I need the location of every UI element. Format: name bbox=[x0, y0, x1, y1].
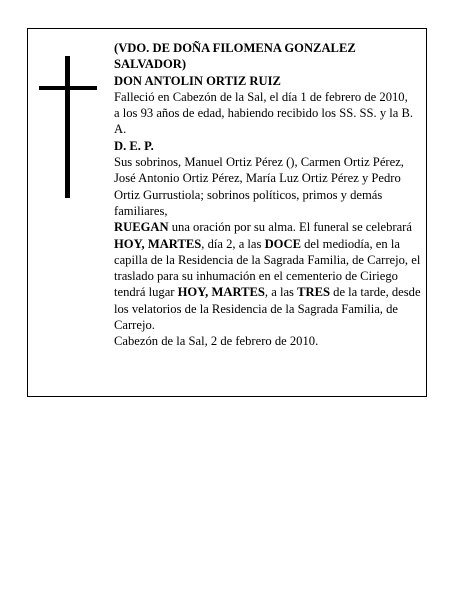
prayer-text: una oración por su alma. El funeral se celebrará bbox=[168, 220, 412, 235]
cross-vertical-bar bbox=[65, 56, 70, 198]
tres-text: TRES bbox=[297, 285, 330, 300]
burial-rest-text: de la tarde, desde los velatorios de la Residencia de la Sagrada Familia, de Carrejo. bbox=[114, 285, 421, 333]
funeral-paragraph bbox=[114, 219, 422, 333]
obituary-notice bbox=[27, 28, 427, 397]
funeral-rest-text: del mediodía, en la capilla de la Residencia de la Sagrada Familia, de Carrejo, el traslado para su inhumación en el cementerio de Ciriego tendrá lugar bbox=[114, 236, 421, 300]
cross-icon bbox=[39, 56, 97, 198]
widow-line: (VDO. DE DOÑA FILOMENA GONZALEZ SALVADOR) bbox=[114, 41, 356, 72]
doce-text: DOCE bbox=[264, 236, 301, 251]
family-paragraph: Sus sobrinos, Manuel Ortiz Pérez (), Carmen Ortiz Pérez, José Antonio Ortiz Pérez, María Luz Ortiz Pérez y Pedro Ortiz Gurrustiola; sobrinos políticos, primos y demás familiares, bbox=[114, 155, 404, 218]
hoy-martes-text: HOY, MARTES bbox=[114, 236, 202, 251]
funeral-mid-text: , día 2, a las bbox=[201, 236, 265, 251]
death-line: Falleció en Cabezón de la Sal, el día 1 de febrero de 2010, bbox=[114, 89, 408, 104]
ruegan-text: RUEGAN bbox=[114, 220, 169, 235]
place-date-line: Cabezón de la Sal, 2 de febrero de 2010. bbox=[114, 334, 319, 349]
deceased-name: DON ANTOLIN ORTIZ RUIZ bbox=[114, 73, 281, 88]
notice-text bbox=[114, 40, 422, 350]
age-line: a los 93 años de edad, habiendo recibido los SS. SS. y la B. A. bbox=[114, 106, 414, 137]
hoy-martes-text-2: HOY, MARTES bbox=[177, 285, 265, 300]
cross-horizontal-bar bbox=[39, 86, 97, 90]
dep-line: D. E. P. bbox=[114, 138, 154, 153]
burial-mid-text: , a las bbox=[264, 285, 298, 300]
